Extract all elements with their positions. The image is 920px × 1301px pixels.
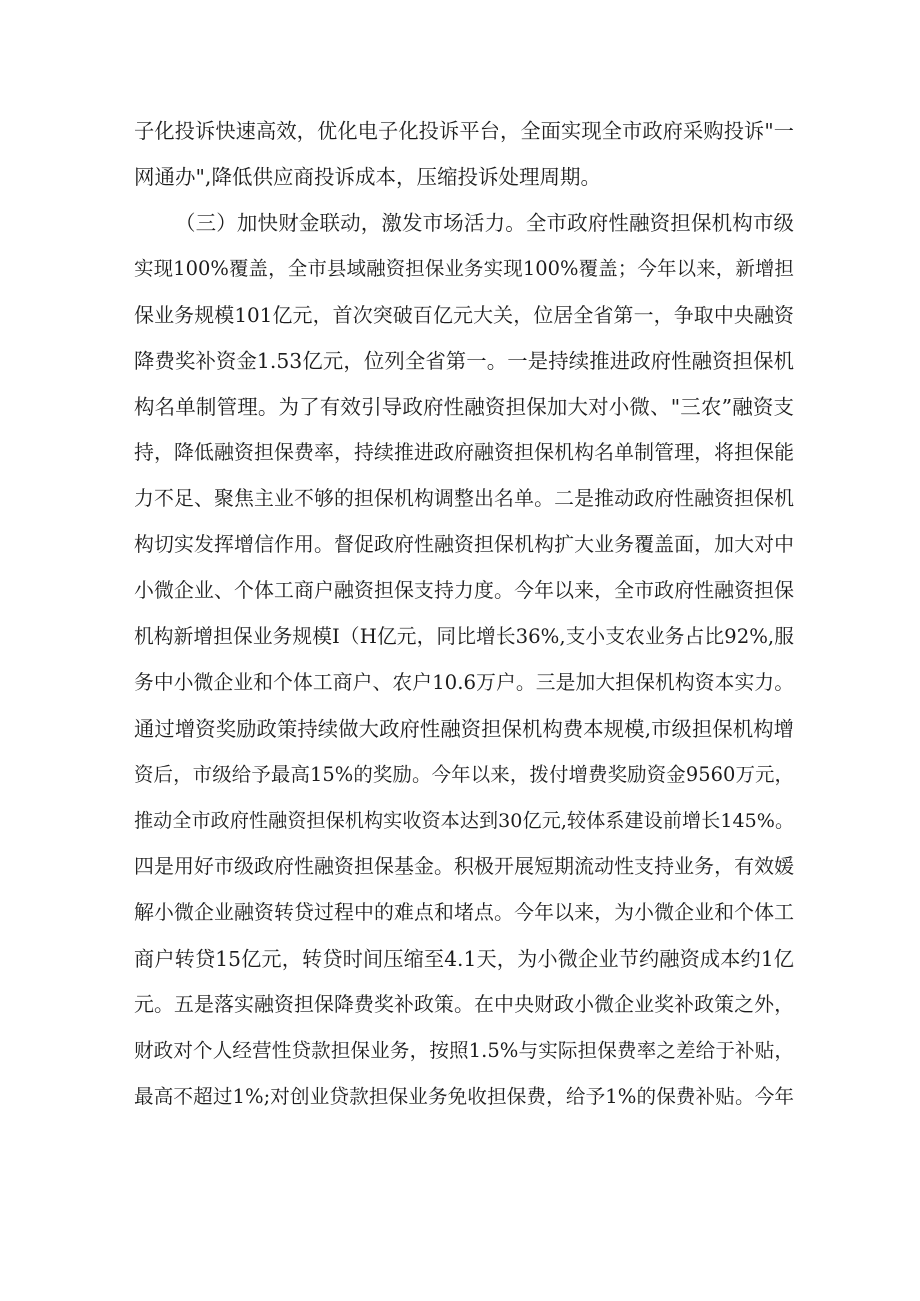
- text-line: 通过增资奖励政策持续做大政府性融资担保机构费本规模,市级担保机构增: [134, 717, 794, 741]
- text-line: 实现100%覆盖，全市县域融资担保业务实现100%覆盖；今年以来，新增担: [134, 257, 794, 280]
- text-line: 资后，市级给予最高15%的奖励。今年以来，拨付增费奖励资金9560万元，: [134, 763, 794, 786]
- body-text: [134, 108, 794, 1120]
- text-line: 推动全市政府性融资担保机构实收资本达到30亿元,较体系建设前增长145%。: [134, 810, 794, 832]
- text-line: 机构新增担保业务规模I（H亿元，同比增长36%,支小支农业务占比92%,服: [134, 625, 794, 648]
- text-line: 元。五是落实融资担保降费奖补政策。在中央财政小微企业奖补政策之外，: [134, 993, 794, 1016]
- text-line: 构切实发挥增信作用。督促政府性融资担保机构扩大业务覆盖面，加大对中: [134, 533, 794, 556]
- section-heading-line: （三）加快财金联动，激发市场活力。全市政府性融资担保机构市级: [175, 211, 794, 235]
- text-line: 解小微企业融资转贷过程中的难点和堵点。今年以来，为小微企业和个体工: [134, 901, 794, 924]
- text-line: 小微企业、个体工商户融资担保支持力度。今年以来，全市政府性融资担保: [134, 579, 794, 602]
- text-line: 商户转贷15亿元，转贷时间压缩至4.1天，为小微企业节约融资成本约1亿: [134, 947, 794, 971]
- text-line: 网通办",降低供应商投诉成本，压缩投诉处理周期。: [134, 165, 601, 189]
- text-line: 降费奖补资金1.53亿元，位列全省第一。一是持续推进政府性融资担保机: [134, 349, 794, 373]
- text-line: 保业务规模101亿元，首次突破百亿元大关，位居全省第一，争取中央融资: [134, 303, 794, 327]
- text-line: 务中小微企业和个体工商户、农户10.6万户。三是加大担保机构资本实力。: [134, 671, 794, 694]
- text-line: 构名单制管理。为了有效引导政府性融资担保加大对小微、"三农”融资支: [134, 395, 794, 419]
- text-line: 四是用好市级政府性融资担保基金。积极开展短期流动性支持业务，有效媛: [134, 855, 794, 878]
- text-line: 力不足、聚焦主业不够的担保机构调整出名单。二是推动政府性融资担保机: [134, 487, 794, 510]
- text-line: 最高不超过1%;对创业贷款担保业务免收担保费，给予1%的保费补贴。今年: [134, 1085, 794, 1108]
- text-line: 持，降低融资担保费率，持续推进政府融资担保机构名单制管理，将担保能: [134, 441, 794, 464]
- text-line: 财政对个人经营性贷款担保业务，按照1.5%与实际担保费率之差给于补贴，: [134, 1039, 794, 1062]
- text-line: 子化投诉快速高效，优化电子化投诉平台，全面实现全市政府采购投诉"一: [134, 119, 794, 143]
